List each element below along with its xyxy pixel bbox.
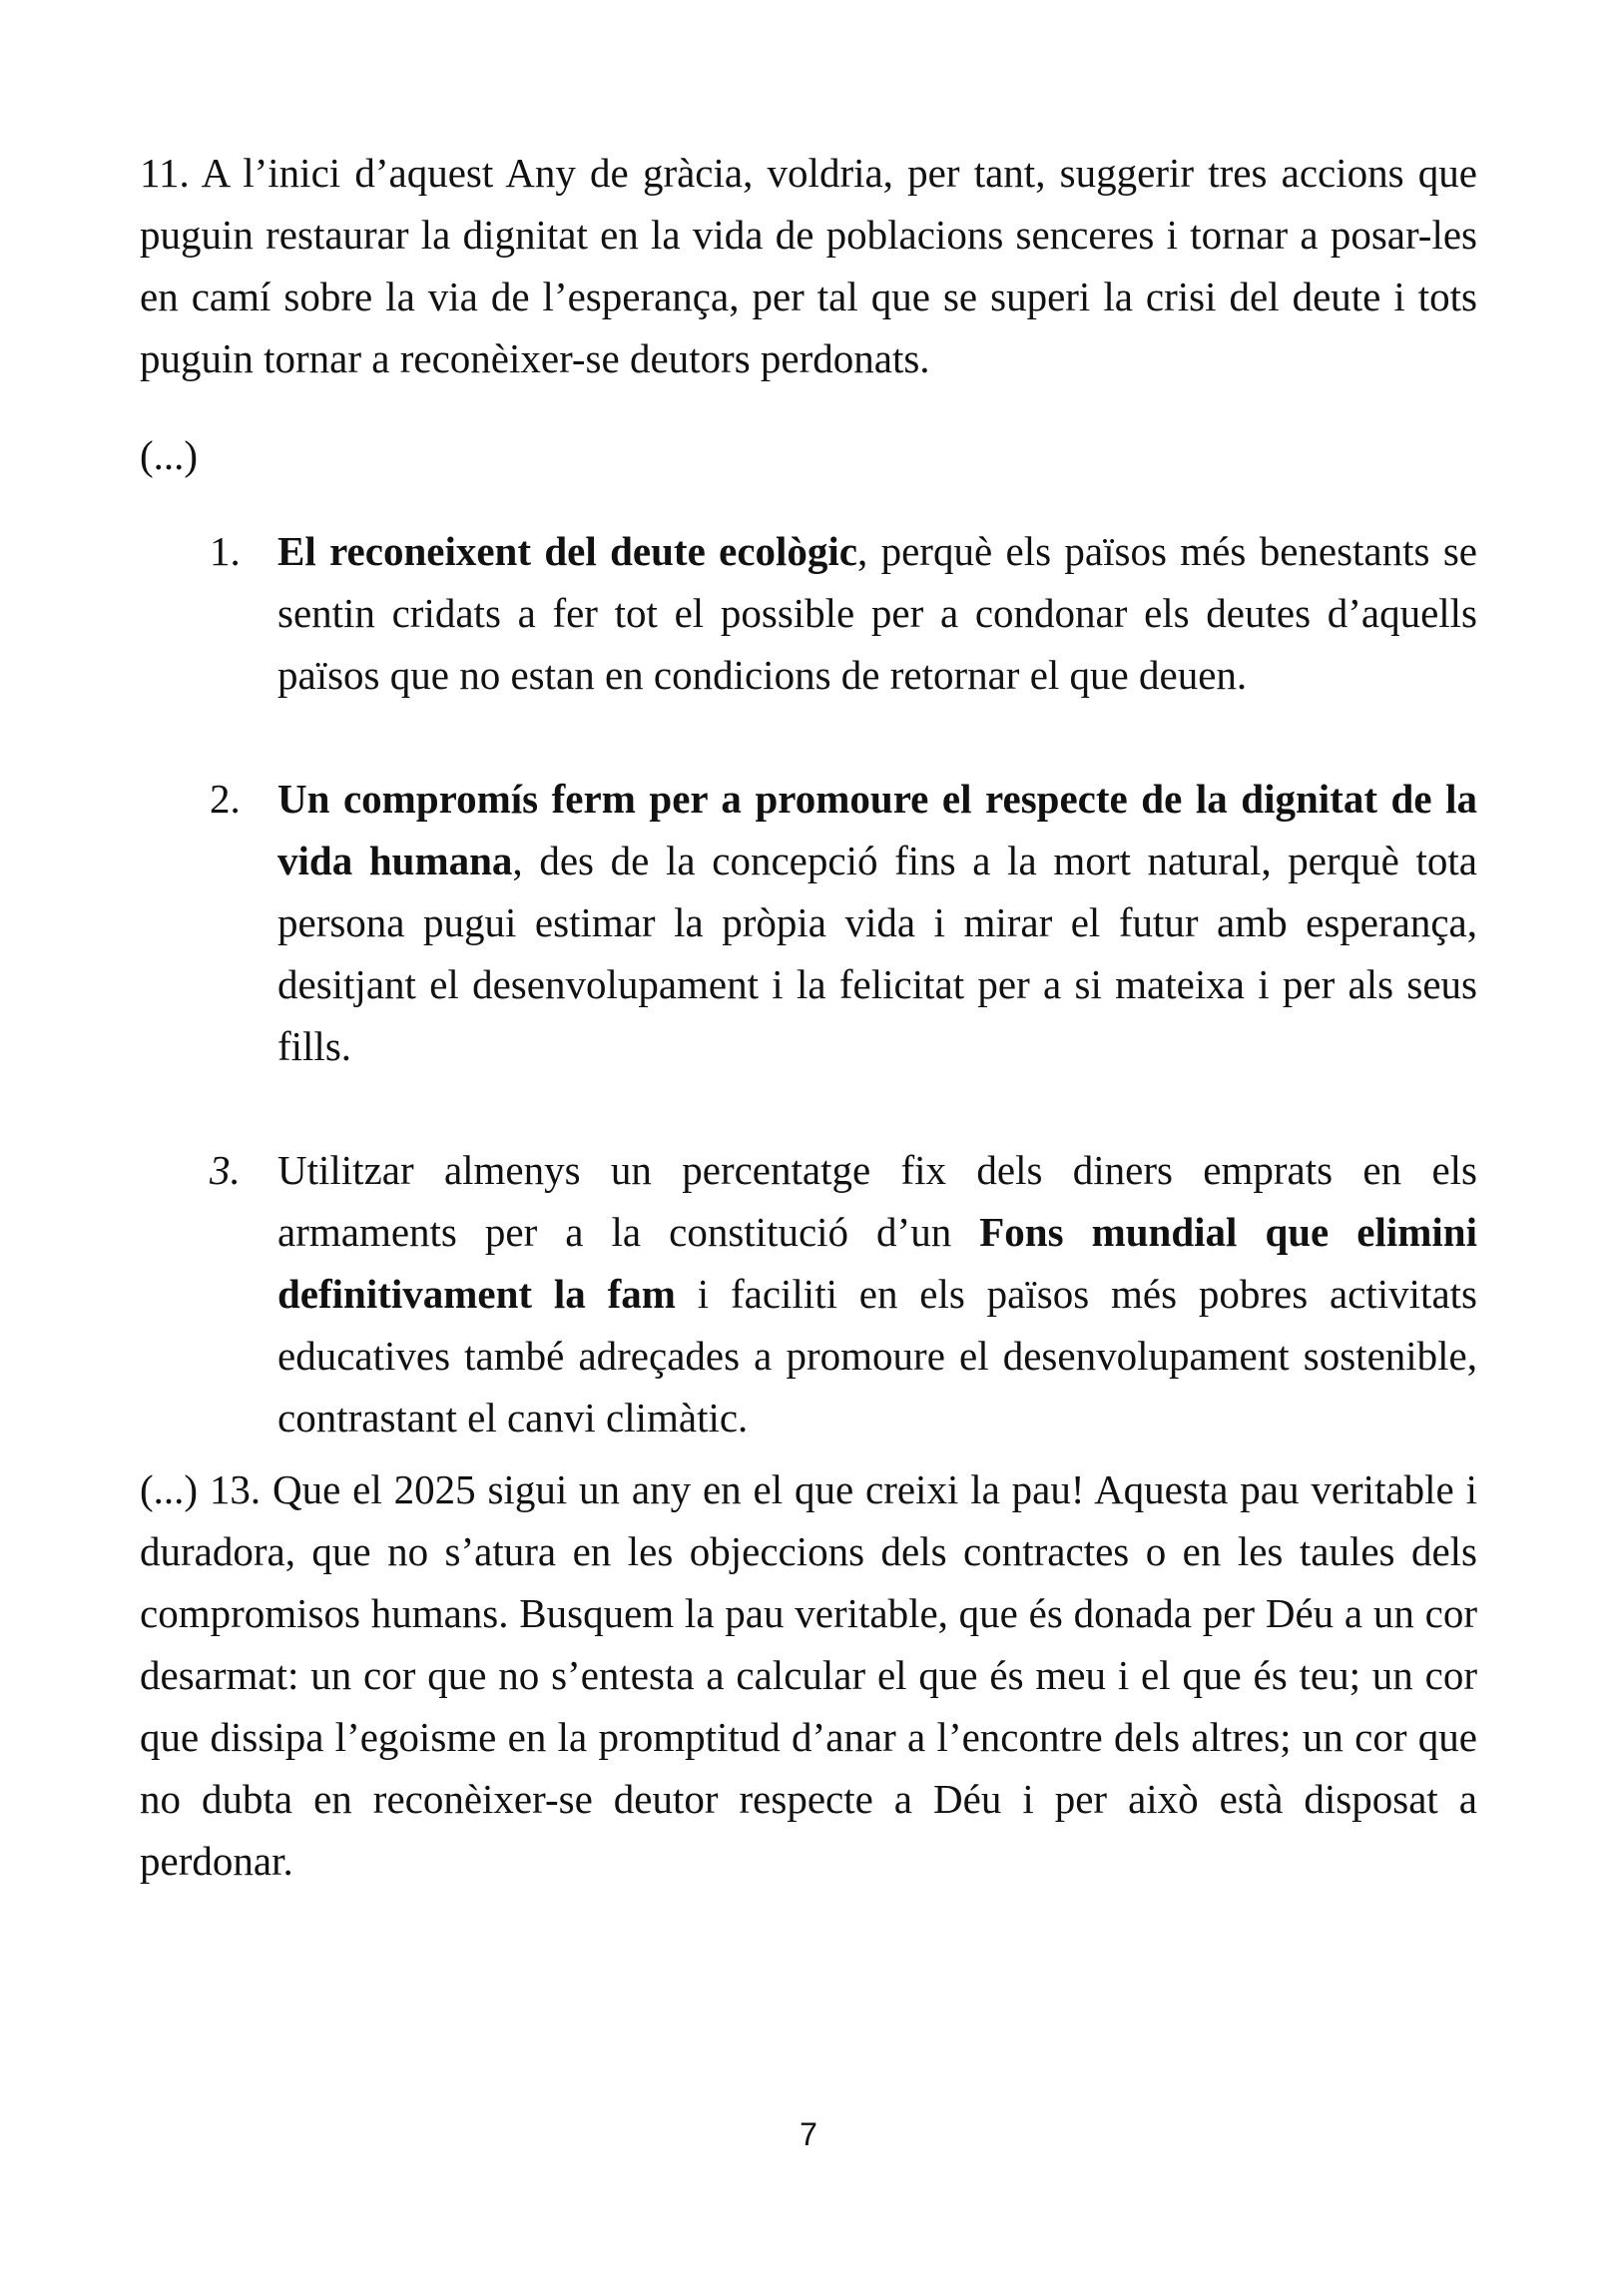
action-text: , perquè els països més benestants se sentin cridats a fer tot el possible per a condonar els deutes d’aquells països que no estan en condicions de retornar el que deuen. — [277, 528, 1477, 698]
action-number: 2. — [210, 776, 241, 822]
ellipsis-marker: (...) — [140, 432, 199, 478]
paragraph-11: 11. A l’inici d’aquest Any de gràcia, voldria, per tant, suggerir tres accions que puguin restaurar la dignitat en la vida de poblacions senceres i tornar a posar-les en camí sobre la via de l’esperança, per tal que se superi la crisi del deute i tots puguin tornar a reconèixer-se deutors perdonats. — [140, 150, 1477, 381]
action-bold-text: El reconeixent del deute ecològic — [277, 528, 857, 574]
action-bold-text: Un compromís ferm per a promoure el respecte de la dignitat de la vida humana — [277, 776, 1477, 883]
action-text: , des de la concepció fins a la mort natural, perquè tota persona pugui estimar la pròpia vida i mirar el futur amb esperança, desitjant el desenvolupament i la felicitat per a si mateixa i per als seus fills. — [277, 838, 1477, 1069]
actions-list — [140, 520, 1477, 1448]
action-item-2 — [140, 768, 1477, 1077]
paragraph-13: (...) 13. Que el 2025 sigui un any en el que creixi la pau! Aquesta pau veritable i duradora, que no s’atura en les objeccions dels contractes o en les taules dels compromisos humans. Busquem la pau veritable, que és donada per Déu a un cor desarmat: un cor que no s’entesta a calcular el que és meu i el que és teu; un cor que dissipa l’egoisme en la promptitud d’anar a l’encontre dels altres; un cor que no dubta en reconèixer-se deutor respecte a Déu i per això està disposat a perdonar. — [140, 1466, 1477, 1884]
action-text-before: Utilitzar almenys un percentatge fix dels diners emprats en els armaments per a la constitució d’un — [277, 1147, 1477, 1255]
action-text: i faciliti en els països més pobres activitats educatives també adreçades a promoure el desenvolupament sostenible, contrastant el canvi climàtic. — [277, 1271, 1477, 1440]
action-bold-text: Fons mundial que elimini definitivament la fam — [277, 1209, 1477, 1317]
action-number: 1. — [210, 528, 241, 574]
document-page — [140, 142, 1477, 1892]
page-number: 7 — [800, 2116, 817, 2152]
action-item-3 — [140, 1139, 1477, 1448]
action-number: 3. — [210, 1147, 241, 1193]
action-item-1 — [140, 520, 1477, 706]
